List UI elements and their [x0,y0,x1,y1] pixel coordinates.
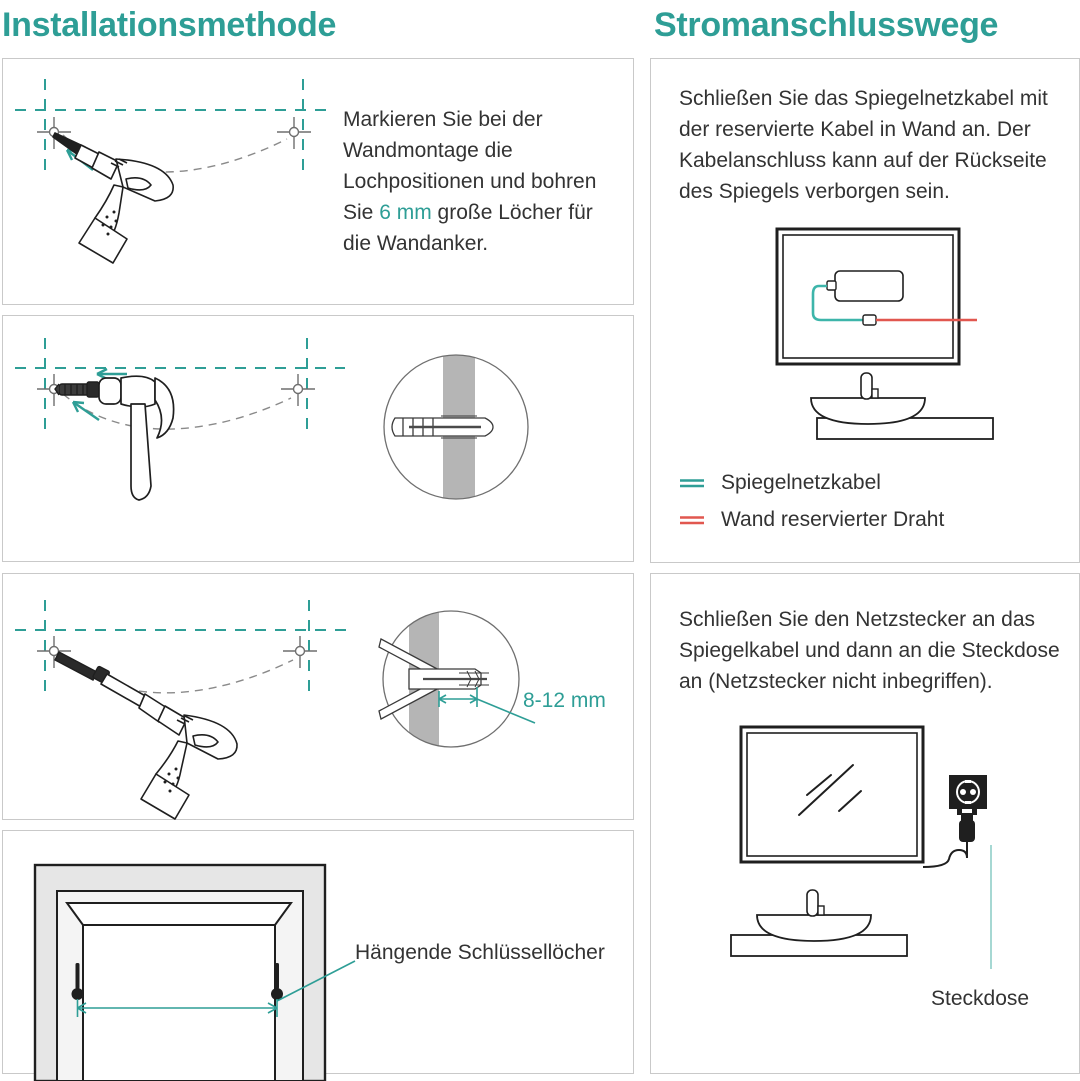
keyhole-frame-illustration [11,851,341,1081]
right-section-title: Stromanschlusswege [654,6,999,44]
legend-label-mirror-cable: Spiegelnetzkabel [721,470,881,494]
anchor-protrusion-dimension-label: 8-12 mm [523,689,606,712]
mirror-plug-socket-illustration [721,719,1021,979]
wall-anchor-detail-circle [373,344,539,510]
panel-hammer-anchor [2,315,634,562]
drill-marking-illustration [15,67,335,292]
legend-label-wall-wire: Wand reservierter Draht [721,507,945,531]
hammer-anchor-illustration [15,326,345,541]
right-panel2-instruction-text: Schließen Sie den Netzstecker an das Spiegelkabel und dann an die Steckdose an (Netzstecker nicht inbegriffen). [679,608,1060,693]
right-column [650,0,1080,1010]
mirror-back-wiring-illustration [739,221,999,451]
panel-drill-marking [2,58,634,305]
cable-legend [679,464,1059,538]
legend-item-wall-wire [679,501,1059,538]
panel1-drill-size-highlight: 6 mm [379,201,432,224]
keyhole-callout-label: Hängende Schlüssellöcher [355,941,605,964]
panel1-instruction-text [343,104,613,259]
panel1-text-after: große Löcher für die Wandanker. [343,201,593,255]
double-line-marker-teal [679,477,705,489]
panel-screw-installation [2,573,634,820]
panel1-text-before: Markieren Sie bei der Wandmontage die Lochpositionen und bohren Sie [343,108,597,224]
left-section-title: Installationsmethode [2,6,337,44]
plug-shape [957,807,977,842]
right-panel1-instruction-text: Schließen Sie das Spiegelnetzkabel mit der reservierte Kabel in Wand an. Der Kabelanschluss kann auf der Rückseite des Spiegels verborgen sein. [679,87,1048,203]
wall-socket-shape [949,775,987,809]
double-line-marker-red [679,514,705,526]
screwdriver-drill-illustration [15,588,355,808]
legend-item-mirror-cable [679,464,1059,501]
anchor-expansion-detail-circle [371,599,531,759]
panel-cable-connection [650,58,1080,563]
panel-plug-socket [650,573,1080,1074]
socket-callout-label: Steckdose [931,987,1030,1010]
panel-keyhole-mounting [2,830,634,1074]
